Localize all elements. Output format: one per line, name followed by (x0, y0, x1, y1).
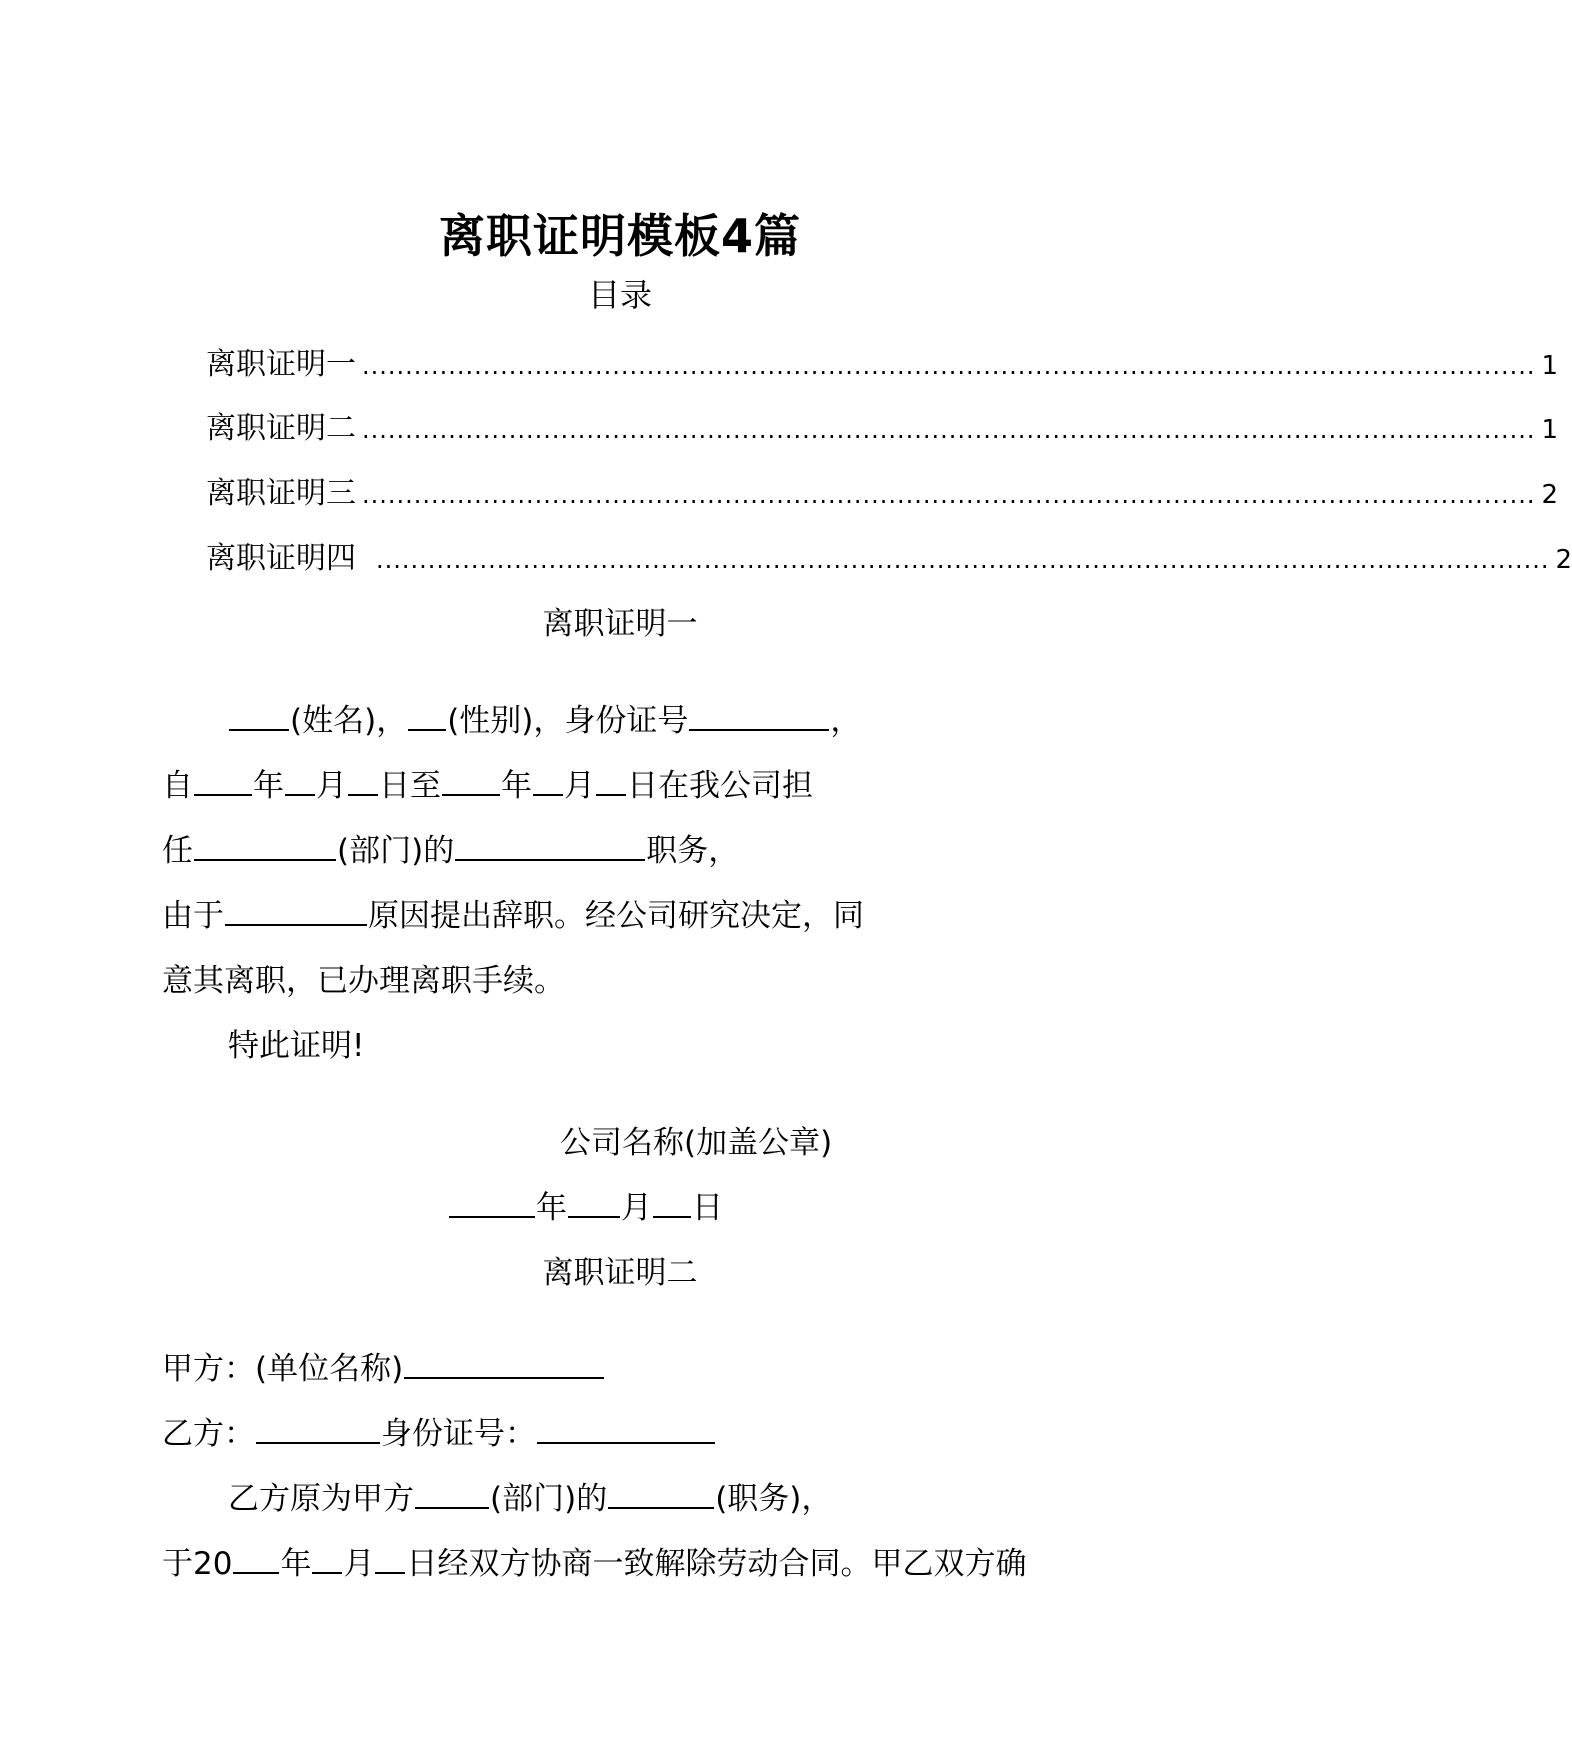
fill-blank[interactable] (375, 1542, 405, 1574)
toc-item-page: 2 (1555, 545, 1572, 575)
fill-blank[interactable] (348, 764, 378, 796)
toc-item-page: 2 (1541, 480, 1559, 510)
text-run: 月 (316, 768, 347, 804)
fill-blank[interactable] (596, 764, 626, 796)
text-run: (性别)，身份证号 (447, 703, 689, 739)
fill-blank[interactable] (404, 1347, 604, 1379)
text-run: 月 (343, 1546, 375, 1582)
toc-leader-dots: ........................................................................................................................................ (376, 546, 1550, 574)
section-heading: 离职证明一 (542, 606, 698, 642)
text-run: 年 (501, 768, 532, 804)
text-run: 职务， (646, 833, 740, 869)
text-run: 身份证号： (381, 1416, 536, 1452)
text-run: 年 (280, 1546, 312, 1582)
fill-blank[interactable] (194, 829, 336, 861)
fill-blank[interactable] (455, 829, 645, 861)
fill-blank[interactable] (689, 699, 829, 731)
text-run: 日 (692, 1190, 723, 1226)
paragraph-line (228, 1473, 832, 1518)
text-run: 日至 (379, 768, 441, 804)
paragraph-line: 意其离职，已办理离职手续。 (162, 963, 565, 999)
fill-blank[interactable] (568, 1186, 620, 1218)
text-run: 任 (162, 833, 193, 869)
text-run: (部门)的 (337, 833, 455, 869)
toc-item-label: 离职证明一 (206, 347, 356, 382)
fill-blank[interactable] (408, 699, 446, 731)
fill-blank[interactable] (225, 894, 367, 926)
text-run: (职务)， (715, 1481, 833, 1517)
company-seal-line: 公司名称(加盖公章) (560, 1125, 833, 1161)
text-run: 月 (564, 768, 595, 804)
toc-item[interactable] (206, 403, 1559, 447)
text-run: ， (830, 703, 862, 739)
text-run: 乙方原为甲方 (228, 1481, 414, 1517)
text-run: 乙方： (162, 1416, 255, 1452)
toc-heading: 目录 (587, 276, 652, 314)
paragraph-line (162, 1343, 605, 1388)
text-run: 年 (253, 768, 284, 804)
text-run: 于20 (162, 1546, 233, 1582)
fill-blank[interactable] (415, 1477, 489, 1509)
fill-blank[interactable] (537, 1412, 715, 1444)
fill-blank[interactable] (533, 764, 563, 796)
text-run: (姓名)， (290, 703, 408, 739)
fill-blank[interactable] (233, 1542, 279, 1574)
toc-item-label: 离职证明四 (206, 541, 356, 576)
text-run: 甲方：(单位名称) (162, 1351, 404, 1387)
section-heading: 离职证明二 (542, 1255, 698, 1291)
toc-leader-dots: ........................................................................................................................................ (362, 416, 1536, 444)
text-run: 日经双方协商一致解除劳动合同。甲乙双方确 (406, 1546, 1027, 1582)
paragraph-line (228, 695, 861, 740)
text-run: 由于 (162, 898, 224, 934)
text-run: 月 (621, 1190, 652, 1226)
fill-blank[interactable] (194, 764, 252, 796)
text-run: 自 (162, 768, 193, 804)
paragraph-line (162, 825, 739, 870)
fill-blank[interactable] (256, 1412, 380, 1444)
toc-item[interactable] (206, 339, 1559, 383)
fill-blank[interactable] (608, 1477, 714, 1509)
text-run: (部门)的 (490, 1481, 608, 1517)
toc-item-page: 1 (1541, 351, 1559, 381)
paragraph-line (162, 1408, 716, 1453)
fill-blank[interactable] (449, 1186, 535, 1218)
text-run: 年 (536, 1190, 567, 1226)
fill-blank[interactable] (653, 1186, 691, 1218)
fill-blank[interactable] (442, 764, 500, 796)
paragraph-line (162, 760, 813, 805)
document-title: 离职证明模板4篇 (438, 209, 801, 263)
toc-item-page: 1 (1541, 415, 1559, 445)
toc-leader-dots: ........................................................................................................................................ (362, 481, 1536, 509)
toc-item-label: 离职证明三 (206, 476, 356, 511)
text-run: 原因提出辞职。经公司研究决定，同 (368, 898, 864, 934)
toc-item[interactable] (206, 468, 1559, 512)
toc-leader-dots: ........................................................................................................................................ (362, 352, 1536, 380)
fill-blank[interactable] (312, 1542, 342, 1574)
paragraph-line: 特此证明! (228, 1028, 365, 1064)
paragraph-line (162, 1538, 1026, 1583)
fill-blank[interactable] (229, 699, 289, 731)
toc-item[interactable] (206, 533, 1572, 577)
toc-item-label: 离职证明二 (206, 411, 356, 446)
text-run: 日在我公司担 (627, 768, 813, 804)
paragraph-line (162, 890, 864, 935)
date-line (448, 1182, 723, 1227)
fill-blank[interactable] (285, 764, 315, 796)
